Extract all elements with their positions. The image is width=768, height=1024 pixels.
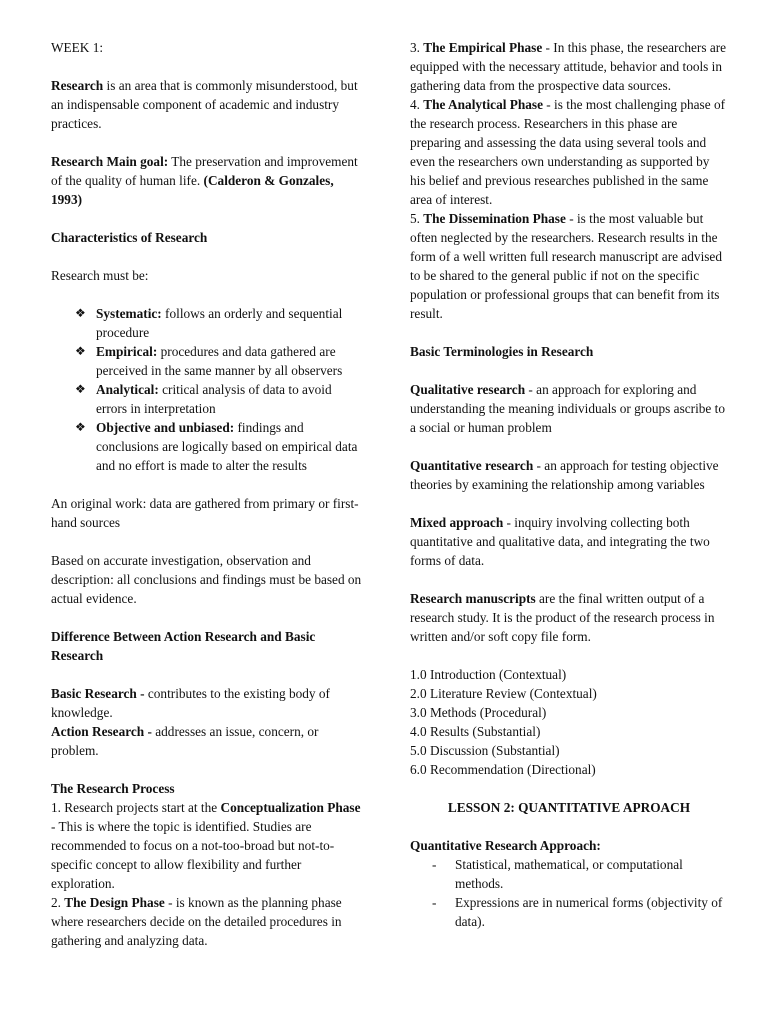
action-research-definition: Action Research - addresses an issue, concern, or problem. [51, 724, 319, 758]
research-definition: Research is an area that is commonly misunderstood, but an indispensable component of academic and industry practices. [51, 78, 358, 131]
research-main-goal: Research Main goal: The preservation and improvement of the quality of human life. (Calderon & Gonzales, 1993) [51, 154, 358, 207]
phase-4-paragraph: 4. The Analytical Phase - is the most challenging phase of the research process. Researchers in this phase are preparing and assessing the data using several tools and even the researchers own understanding as supported by his belief and previous researches published in the same area of interest. [410, 97, 726, 207]
phase-3-paragraph: 3. The Empirical Phase - In this phase, the researchers are equipped with the necessary attitude, behavior and tools in gathering data from the prospective data sources. [410, 40, 727, 93]
original-work-paragraph: An original work: data are gathered from primary or first-hand sources [51, 496, 359, 530]
list-item: 5.0 Discussion (Substantial) [410, 743, 560, 758]
diamond-bullet-icon: ❖ [75, 344, 86, 358]
phase-2-paragraph: 2. The Design Phase - is known as the planning phase where researchers decide on the detailed procedures in gathering and analyzing data. [51, 895, 342, 948]
list-item: ❖ Empirical: procedures and data gathered are perceived in the same manner by all observers [75, 344, 343, 378]
left-column [51, 38, 365, 950]
characteristics-heading: Characteristics of Research [51, 230, 208, 245]
mixed-approach-definition: Mixed approach - inquiry involving collecting both quantitative and qualitative data, and integrating the two forms of data. [410, 515, 710, 568]
accurate-investigation-paragraph: Based on accurate investigation, observation and description: all conclusions and findings must be based on actual evidence. [51, 553, 362, 606]
lesson-2-heading: LESSON 2: QUANTITATIVE APROACH [447, 800, 691, 815]
diamond-bullet-icon: ❖ [75, 420, 86, 434]
week-label: WEEK 1: [51, 40, 104, 55]
phase-5-paragraph: 5. The Dissemination Phase - is the most valuable but often neglected by the researchers. Research results in the form of a well written full research manuscript are advised to be shared to the general public if not on the specific population or professional groups that can benefit from its result. [410, 211, 722, 321]
list-item: 6.0 Recommendation (Directional) [410, 762, 596, 777]
diamond-bullet-icon: ❖ [75, 382, 86, 396]
research-process-heading: The Research Process [51, 781, 175, 796]
list-item: - Statistical, mathematical, or computational methods. [432, 857, 683, 891]
manuscript-sections-list [410, 665, 728, 779]
approach-list [410, 855, 728, 931]
diamond-bullet-icon: ❖ [75, 306, 86, 320]
list-item: 4.0 Results (Substantial) [410, 724, 541, 739]
list-item: ❖ Systematic: follows an orderly and sequential procedure [75, 306, 343, 340]
list-item: ❖ Objective and unbiased: findings and conclusions are logically based on empirical data and no effort is made to alter the results [75, 420, 358, 473]
research-must-be: Research must be: [51, 268, 149, 283]
phase-1-paragraph: 1. Research projects start at the Conceptualization Phase - This is where the topic is identified. Studies are recommended to focus on a not-too-broad but not-to-specific concept to allow flexibility and further exploration. [51, 800, 361, 891]
list-item: 2.0 Literature Review (Contextual) [410, 686, 597, 701]
quantitative-definition: Quantitative research - an approach for testing objective theories by examining the relationship among variables [410, 458, 719, 492]
list-item: - Expressions are in numerical forms (objectivity of data). [432, 895, 723, 929]
qualitative-definition: Qualitative research - an approach for exploring and understanding the meaning individuals or groups ascribe to a social or human problem [410, 382, 725, 435]
list-item: 3.0 Methods (Procedural) [410, 705, 547, 720]
basic-research-definition: Basic Research - contributes to the existing body of knowledge. [51, 686, 330, 720]
dash-bullet-icon: - [432, 857, 437, 872]
difference-heading: Difference Between Action Research and Basic Research [51, 629, 316, 663]
list-item: ❖ Analytical: critical analysis of data to avoid errors in interpretation [75, 382, 332, 416]
right-column [410, 38, 728, 931]
manuscripts-definition: Research manuscripts are the final written output of a research study. It is the product of the research process in written and/or soft copy file form. [410, 591, 715, 644]
terminologies-heading: Basic Terminologies in Research [410, 344, 594, 359]
approach-heading: Quantitative Research Approach: [410, 838, 601, 853]
list-item: 1.0 Introduction (Contextual) [410, 667, 567, 682]
characteristics-list [51, 304, 365, 475]
dash-bullet-icon: - [432, 895, 437, 910]
